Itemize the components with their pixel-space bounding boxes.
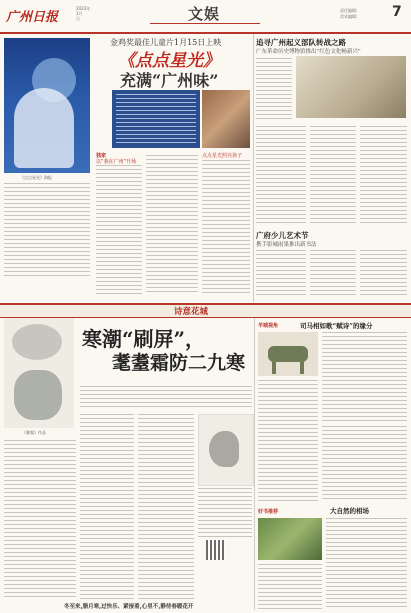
ink-blot-2 <box>14 370 62 420</box>
masthead <box>0 0 411 34</box>
poetry-banner <box>0 303 411 318</box>
section-underline <box>150 23 260 24</box>
poetry-footer: 冬至来,腊月寒,过快乐、紧接着,心里不,静待春暖花开 <box>64 604 194 610</box>
poetry-intro-text <box>80 386 252 410</box>
artifact-leg-1 <box>272 362 276 374</box>
plant-photo <box>258 518 322 560</box>
left-bottom-text <box>4 440 76 600</box>
right-story1-photo <box>296 56 406 118</box>
intro-box <box>112 90 200 148</box>
newspaper-logo: 广州日报 <box>6 10 59 25</box>
ink-painting-image <box>4 318 74 428</box>
right-section-label: 羊城视角 <box>258 323 279 329</box>
right-story1-col-c <box>310 126 356 226</box>
movie-poster-image <box>4 38 90 173</box>
subhead-2: 以“我在广州”开场 <box>96 159 137 165</box>
artifact-body <box>268 346 308 362</box>
separator-1 <box>253 34 254 302</box>
poetry-headline-line1: 寒潮“刷屏”， <box>82 327 206 351</box>
qr-code <box>206 540 226 560</box>
feature-col-1 <box>96 165 142 295</box>
feature-col-3 <box>202 160 250 295</box>
top-kicker: 金鸡奖最佳儿童片1月15日上映 <box>110 38 222 47</box>
right-lower-col-c <box>322 426 407 502</box>
section-title: 文娱 <box>188 5 221 23</box>
right-subhead-1: 广东革命历史博物馆推出“红色文化畅新兴” <box>256 49 361 55</box>
right-lower-col-a <box>322 332 407 422</box>
top-headline-line2: 充满“广州味” <box>120 71 219 90</box>
poetry-headline-line2: 耄耋霜防二九寒 <box>112 352 246 374</box>
right-subhead-2: 携手影城雨果推出新书法 <box>256 242 317 248</box>
masthead-date-info: 2023年 1月 日 <box>76 6 91 21</box>
right-story1-col-a <box>256 58 292 122</box>
right-headline-2: 广府少儿艺术节 <box>256 231 309 240</box>
right-lower-col-b <box>258 380 318 502</box>
right-story2-col-a <box>256 250 306 298</box>
top-headline-line1: 《点点星光》 <box>118 51 220 71</box>
poster-figure-shape <box>14 88 74 168</box>
feature-col-2 <box>146 155 198 295</box>
poetry-col-3 <box>198 488 252 538</box>
masthead-editor-info: 责任编辑: 美术编辑: <box>340 8 358 19</box>
right-story2-col-b <box>310 250 356 298</box>
right-headline-1: 追寻广州起义部队转战之路 <box>256 38 346 47</box>
bird-shape <box>209 431 239 467</box>
intro-box-text <box>116 94 196 144</box>
subhead-3: 点点星光照亮孩子 <box>202 153 243 159</box>
poetry-col-2 <box>138 414 194 600</box>
ink-blot-1 <box>12 324 62 360</box>
painting-caption: 《雅集》作品 <box>22 430 46 435</box>
feature-photo <box>202 90 250 148</box>
right-story2-col-c <box>360 250 407 298</box>
poetry-col-1 <box>80 414 134 600</box>
right-lower-headline-2: 大自然的相场 <box>330 507 369 515</box>
bronze-artifact-image <box>258 332 318 376</box>
left-column-text <box>4 183 90 279</box>
right-story1-col-b <box>256 126 306 226</box>
page-number: 7 <box>392 4 402 20</box>
poetry-inset-image <box>198 414 254 486</box>
right-lower-headline: 司马相如歌“赋诗”的缘分 <box>300 322 373 330</box>
poster-caption: 《点点星光》海报 <box>20 175 52 180</box>
right-story1-col-d <box>360 126 407 226</box>
right-bottom-col-a <box>326 518 407 610</box>
separator-2 <box>254 318 255 610</box>
poetry-banner-title: 诗意花城 <box>174 307 209 317</box>
artifact-leg-2 <box>300 362 304 374</box>
right-bottom-col-b <box>258 564 322 610</box>
right-section-label-2: 好书推荐 <box>258 509 279 515</box>
subhead-1: 独家 <box>96 153 107 159</box>
